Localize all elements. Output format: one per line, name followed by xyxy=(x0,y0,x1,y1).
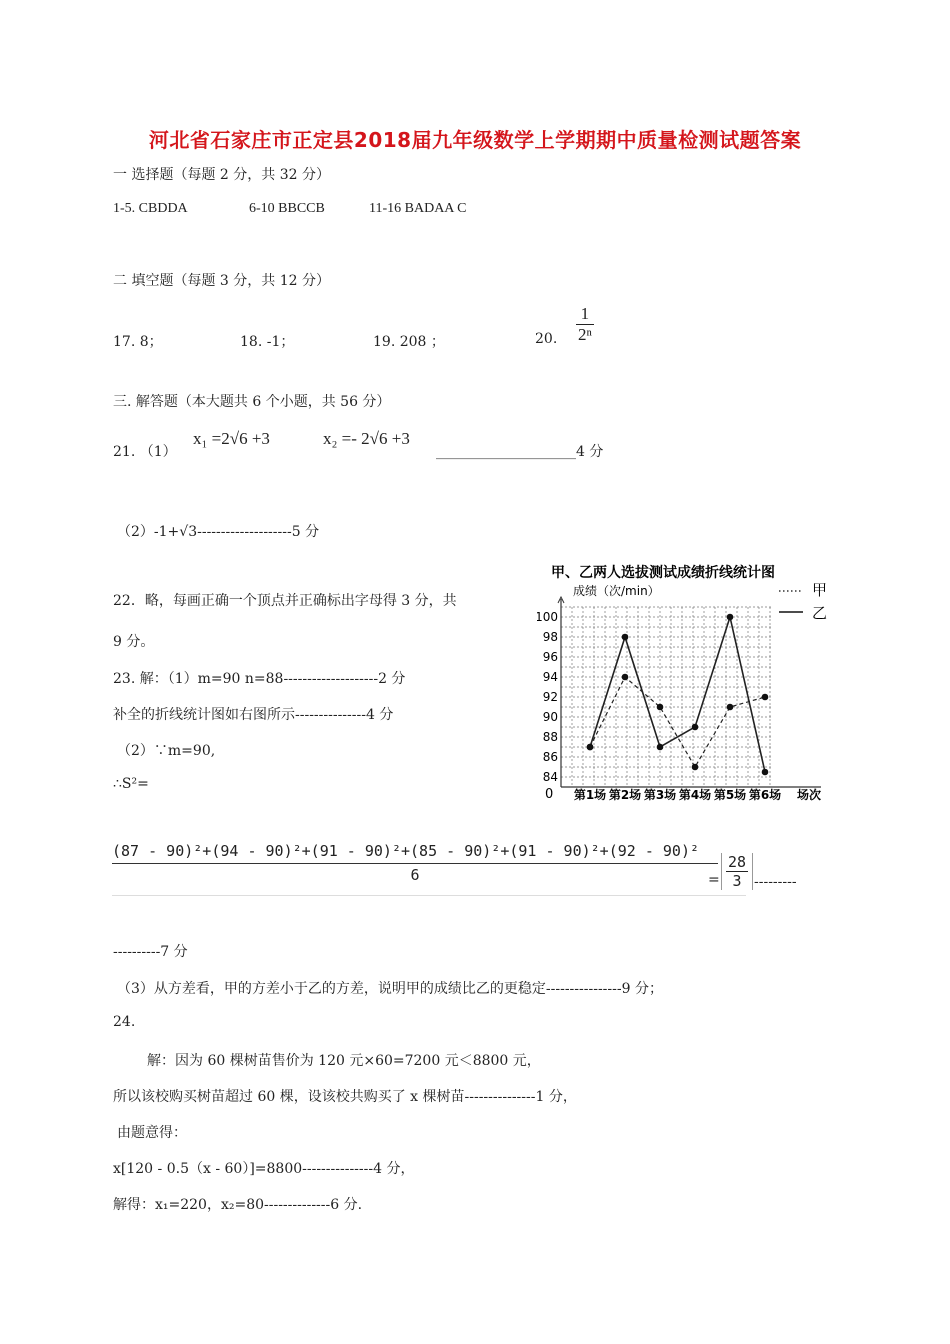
q24-line2: 所以该校购买树苗超过 60 棵，设该校共购买了 x 棵树苗---------------1 分， xyxy=(113,1089,577,1105)
section-1-heading: 一 选择题（每题 2 分，共 32 分） xyxy=(113,167,330,183)
q21-part2: （2）-1+√3--------------------5 分 xyxy=(117,524,320,540)
answer-20-fraction xyxy=(576,304,594,345)
data-point xyxy=(657,744,664,751)
q24-line4: x[120 - 0.5（x - 60）]=8800---------------4 分， xyxy=(113,1161,415,1177)
series-line-0 xyxy=(590,677,765,767)
origin-label: 0 xyxy=(545,787,554,802)
variance-result-denominator: 3 xyxy=(732,872,742,890)
data-point xyxy=(692,764,699,771)
y-tick-label: 100 xyxy=(537,610,558,624)
choice-answers-6-10: 6-10 BBCCB xyxy=(249,201,325,216)
q23-part3: （3）从方差看，甲的方差小于乙的方差，说明甲的成绩比乙的更稳定----------------9 分； xyxy=(117,981,663,997)
variance-denominator: 6 xyxy=(410,866,420,884)
y-tick-label: 94 xyxy=(542,670,558,684)
q22-line2: 9 分。 xyxy=(113,634,155,650)
x-tick-label: 第2场 xyxy=(608,788,642,802)
chart-legend xyxy=(779,581,827,622)
data-point xyxy=(657,704,664,711)
q24-label: 24. xyxy=(113,1014,136,1030)
data-point xyxy=(727,614,734,621)
document-title: 河北省石家庄市正定县2018届九年级数学上学期期中质量检测试题答案 xyxy=(148,128,802,152)
chart-series xyxy=(587,614,769,776)
variance-result-numerator: 28 xyxy=(728,853,747,871)
data-point xyxy=(622,634,629,641)
fraction-numerator: 1 xyxy=(576,304,594,325)
y-tick-label: 92 xyxy=(542,690,558,704)
y-tick-label: 98 xyxy=(542,630,558,644)
answer-18: 18. -1； xyxy=(240,334,295,350)
answer-17: 17. 8； xyxy=(113,334,163,350)
y-tick-label: 86 xyxy=(542,750,558,764)
variance-numerator: (87 - 90)²+(94 - 90)²+(91 - 90)²+(85 - 90)²+(91 - 90)²+(92 - 90)² xyxy=(112,842,718,864)
q24-line3: 由题意得： xyxy=(117,1125,187,1141)
y-tick-label: 90 xyxy=(542,710,558,724)
variance-equals: = xyxy=(708,872,720,888)
q23-line1: 23. 解：（1）m=90 n=88--------------------2 分 xyxy=(113,671,406,687)
choice-answers-11-16: 11-16 BADAA C xyxy=(369,201,467,216)
answer-19: 19. 208 ； xyxy=(373,334,445,350)
q23-score-7: ----------7 分 xyxy=(113,944,188,960)
y-tick-label: 96 xyxy=(542,650,558,664)
q23-line4: ∴S²= xyxy=(113,776,149,792)
q21-x2: x₂ =- 2√6 +3 xyxy=(323,429,410,448)
section-2-heading: 二 填空题（每题 3 分，共 12 分） xyxy=(113,273,330,289)
divider xyxy=(112,895,746,896)
y-tick-label: 84 xyxy=(542,770,558,784)
x-tick-label: 第5场 xyxy=(713,788,747,802)
variance-fraction xyxy=(112,842,718,884)
variance-dashes: --------- xyxy=(754,874,797,890)
q24-line1: 解：因为 60 棵树苗售价为 120 元×60=7200 元＜8800 元， xyxy=(147,1053,541,1069)
x-tick-label: 第3场 xyxy=(643,788,677,802)
q24-line5: 解得：x₁=220，x₂=80--------------6 分. xyxy=(113,1197,363,1213)
line-chart xyxy=(537,563,840,803)
q21-label: 21. （1） xyxy=(113,444,177,460)
data-point xyxy=(762,769,769,776)
data-point xyxy=(587,744,594,751)
chart-grid xyxy=(561,607,771,787)
q23-line3: （2）∵m=90, xyxy=(117,743,216,759)
section-3-heading: 三. 解答题（本大题共 6 个小题，共 56 分） xyxy=(113,394,391,410)
x-tick-label: 第1场 xyxy=(573,788,607,802)
q22-line1: 22．略，每画正确一个顶点并正确标出字母得 3 分，共 xyxy=(113,593,457,609)
q23-line2: 补全的折线统计图如右图所示---------------4 分 xyxy=(113,707,394,723)
choice-answers-1-5: 1-5. CBDDA xyxy=(113,201,188,216)
variance-result xyxy=(721,853,753,890)
x-tick-label: 第4场 xyxy=(678,788,712,802)
legend-series-yi: 乙 xyxy=(812,604,828,622)
data-point xyxy=(692,724,699,731)
data-point xyxy=(622,674,629,681)
chart-tick-labels xyxy=(537,610,821,802)
y-tick-label: 88 xyxy=(542,730,558,744)
answer-20-label: 20. xyxy=(535,331,558,347)
x-tick-label: 第6场 xyxy=(748,788,782,802)
chart-title: 甲、乙两人选拔测试成绩折线统计图 xyxy=(551,565,775,581)
data-point xyxy=(727,704,734,711)
x-axis-label: 场次 xyxy=(796,788,822,802)
q21-score: ____________________4 分 xyxy=(436,444,604,460)
q21-x1: x₁ =2√6 +3 xyxy=(193,429,270,448)
chart-svg xyxy=(537,563,840,803)
fraction-denominator: 2ⁿ xyxy=(578,325,592,344)
legend-series-jia: 甲 xyxy=(812,581,828,599)
y-axis-label: 成绩（次/min） xyxy=(573,584,660,598)
data-point xyxy=(762,694,769,701)
